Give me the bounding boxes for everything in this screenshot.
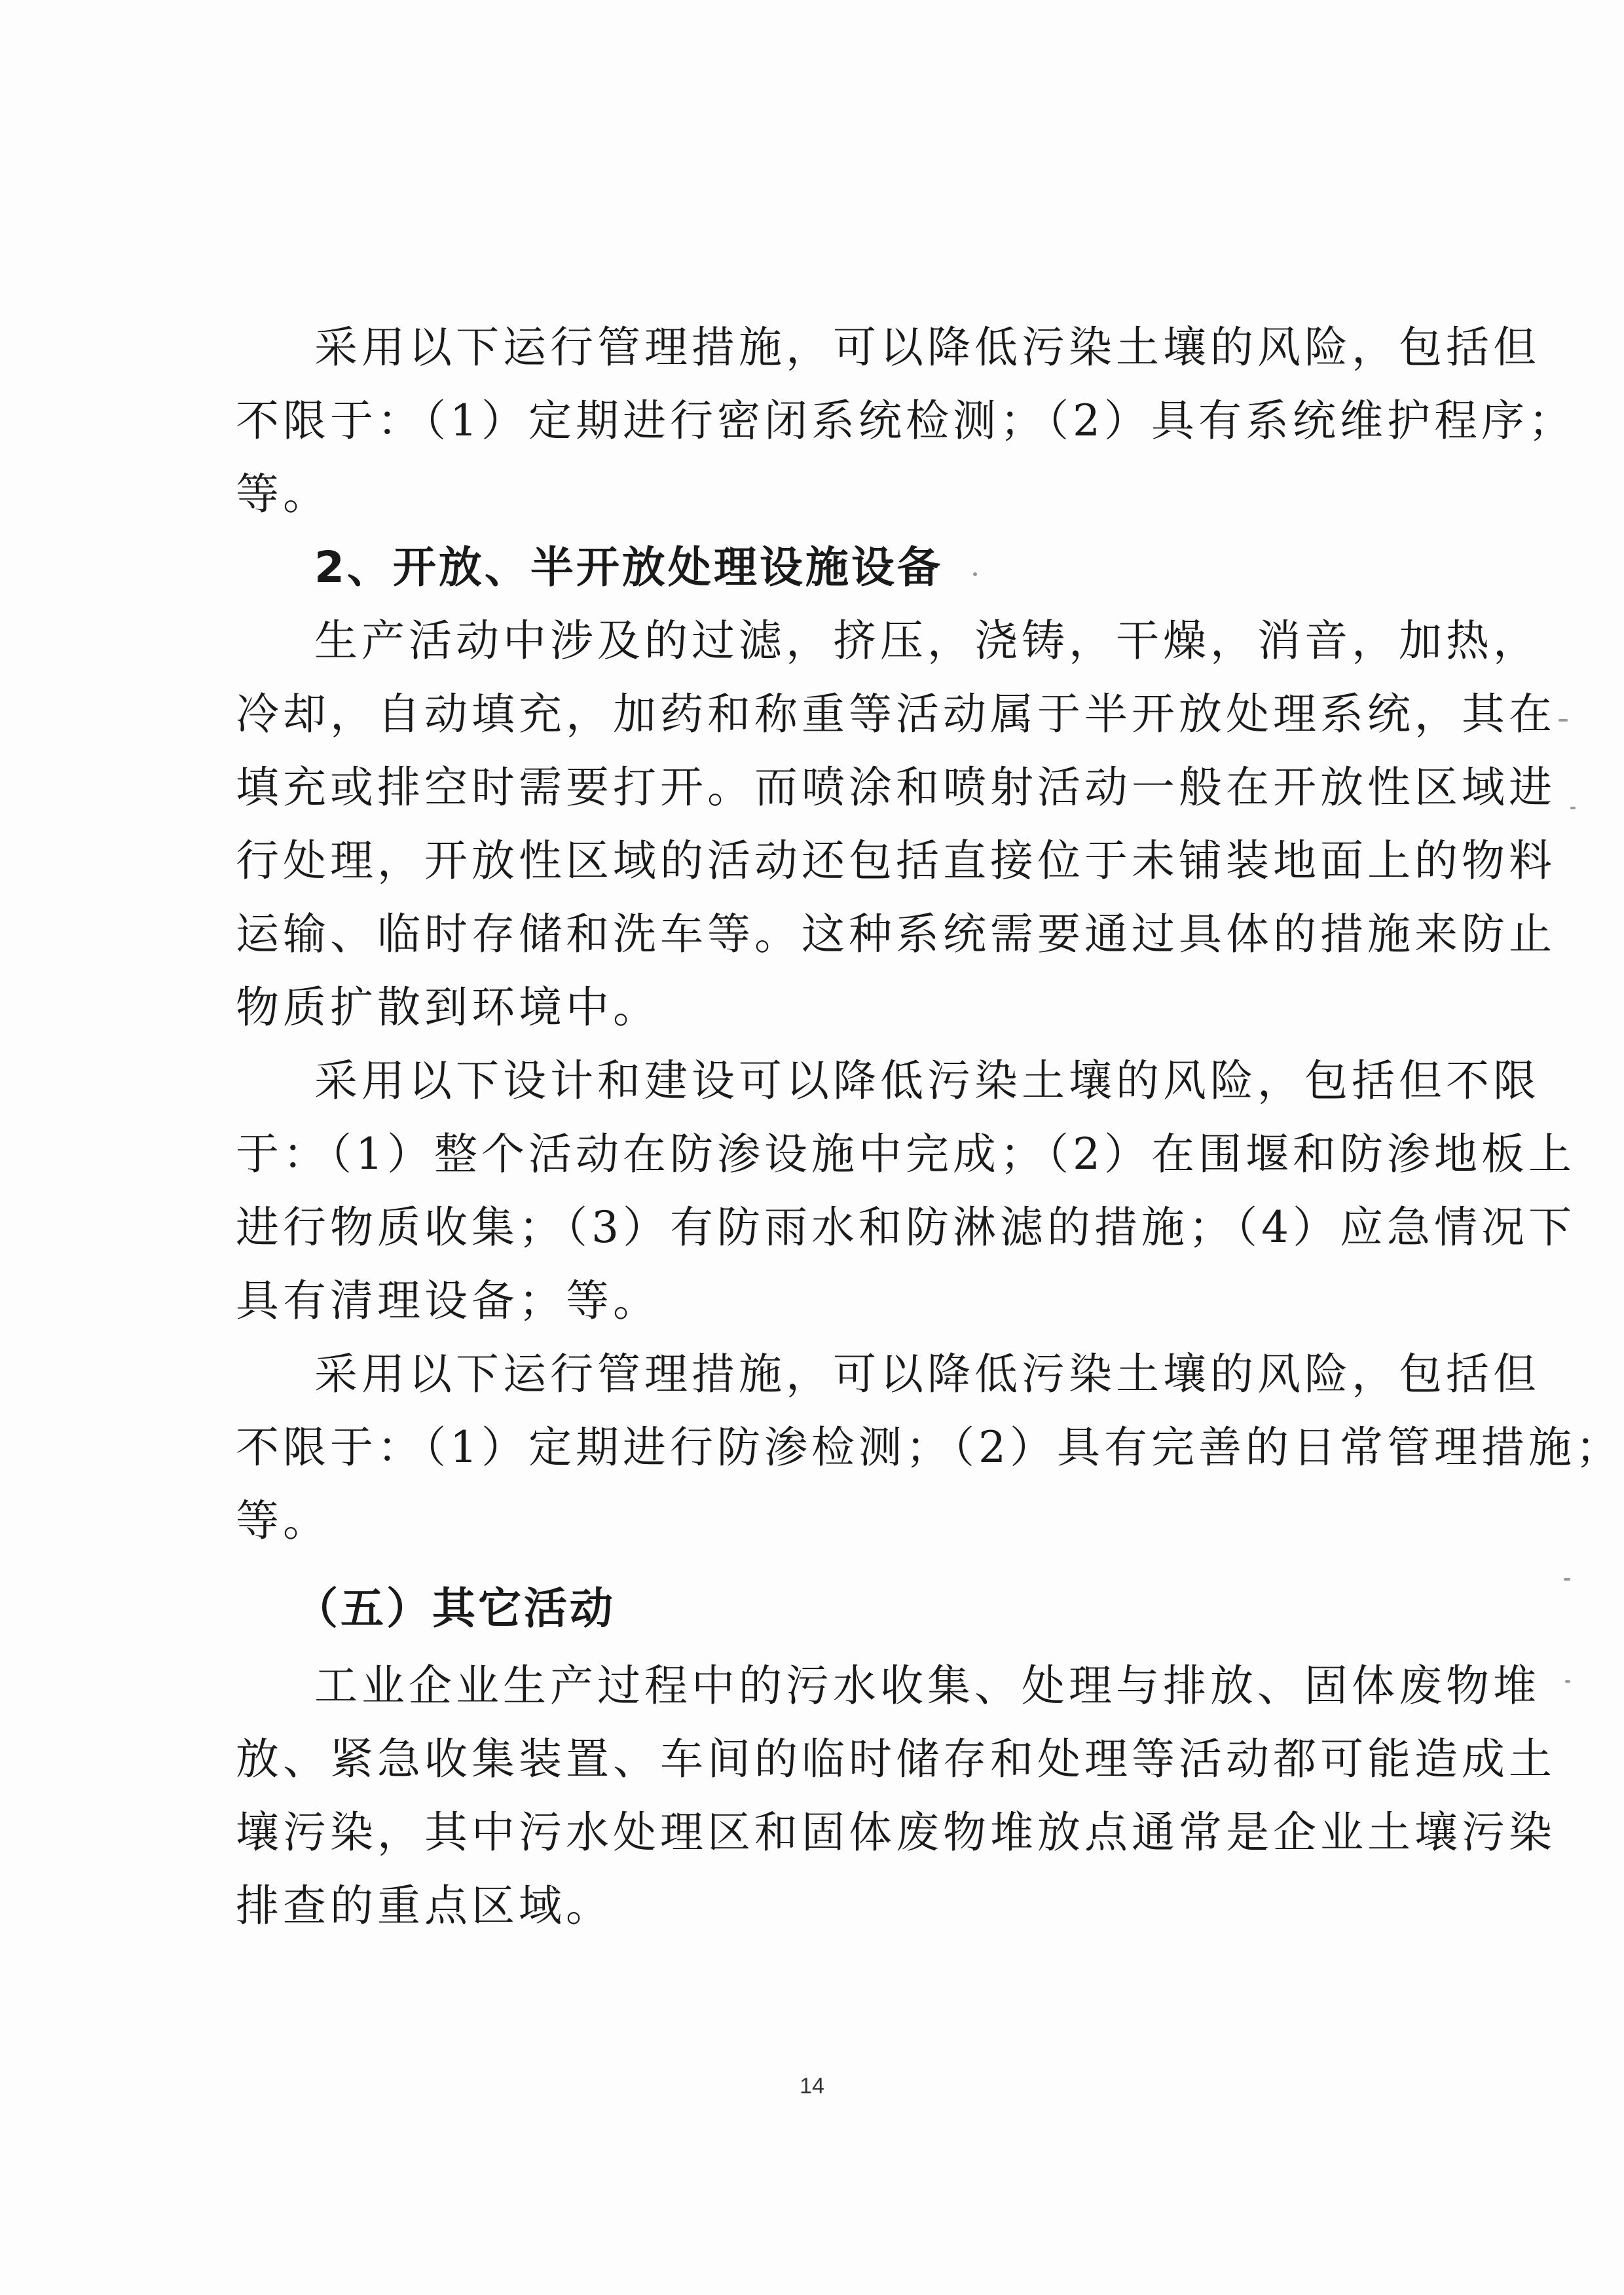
page-number: 14: [800, 2074, 824, 2099]
scan-speck: [973, 572, 977, 576]
paragraph-2-line-1: 生产活动中涉及的过滤，挤压，浇铸，干燥，消音，加热，: [314, 615, 1540, 666]
section-heading-other-activities: （五）其它活动: [295, 1583, 616, 1634]
paragraph-1-line-3: 等。: [236, 469, 330, 519]
paragraph-4-line-1: 采用以下运行管理措施，可以降低污染土壤的风险，包括但: [314, 1349, 1540, 1399]
paragraph-2-line-4: 行处理，开放性区域的活动还包括直接位于未铺装地面上的物料: [236, 835, 1556, 886]
paragraph-3-line-2: 于：（1）整个活动在防渗设施中完成；（2）在围堰和防渗地板上: [236, 1129, 1576, 1179]
paragraph-5-line-3: 壤污染，其中污水处理区和固体废物堆放点通常是企业土壤污染: [236, 1807, 1556, 1858]
paragraph-5-line-4: 排查的重点区域。: [236, 1881, 613, 1931]
scan-speck: [1559, 719, 1568, 722]
scan-speck: [1565, 1680, 1570, 1683]
paragraph-2-line-6: 物质扩散到环境中。: [236, 982, 660, 1033]
scan-speck: [1564, 1578, 1570, 1581]
paragraph-3-line-1: 采用以下设计和建设可以降低污染土壤的风险，包括但不限: [314, 1056, 1540, 1106]
paragraph-1-line-1: 采用以下运行管理措施，可以降低污染土壤的风险，包括但: [314, 322, 1540, 373]
paragraph-1-line-2: 不限于：（1）定期进行密闭系统检测；（2）具有系统维护程序；: [236, 395, 1576, 446]
paragraph-2-line-3: 填充或排空时需要打开。而喷涂和喷射活动一般在开放性区域进: [236, 762, 1556, 813]
paragraph-5-line-1: 工业企业生产过程中的污水收集、处理与排放、固体废物堆: [314, 1661, 1540, 1711]
scan-speck: [1570, 807, 1576, 809]
paragraph-3-line-4: 具有清理设备；等。: [236, 1276, 660, 1326]
paragraph-3-line-3: 进行物质收集；（3）有防雨水和防淋滤的措施；（4）应急情况下: [236, 1202, 1576, 1253]
paragraph-5-line-2: 放、紧急收集装置、车间的临时储存和处理等活动都可能造成土: [236, 1734, 1556, 1784]
section-heading-open-semi-open-facilities: 2、开放、半开放处理设施设备: [314, 542, 943, 593]
paragraph-4-line-2: 不限于：（1）定期进行防渗检测；（2）具有完善的日常管理措施；: [236, 1422, 1623, 1473]
paragraph-2-line-2: 冷却，自动填充，加药和称重等活动属于半开放处理系统，其在: [236, 689, 1556, 739]
paragraph-2-line-5: 运输、临时存储和洗车等。这种系统需要通过具体的措施来防止: [236, 909, 1556, 959]
paragraph-4-line-3: 等。: [236, 1496, 330, 1546]
